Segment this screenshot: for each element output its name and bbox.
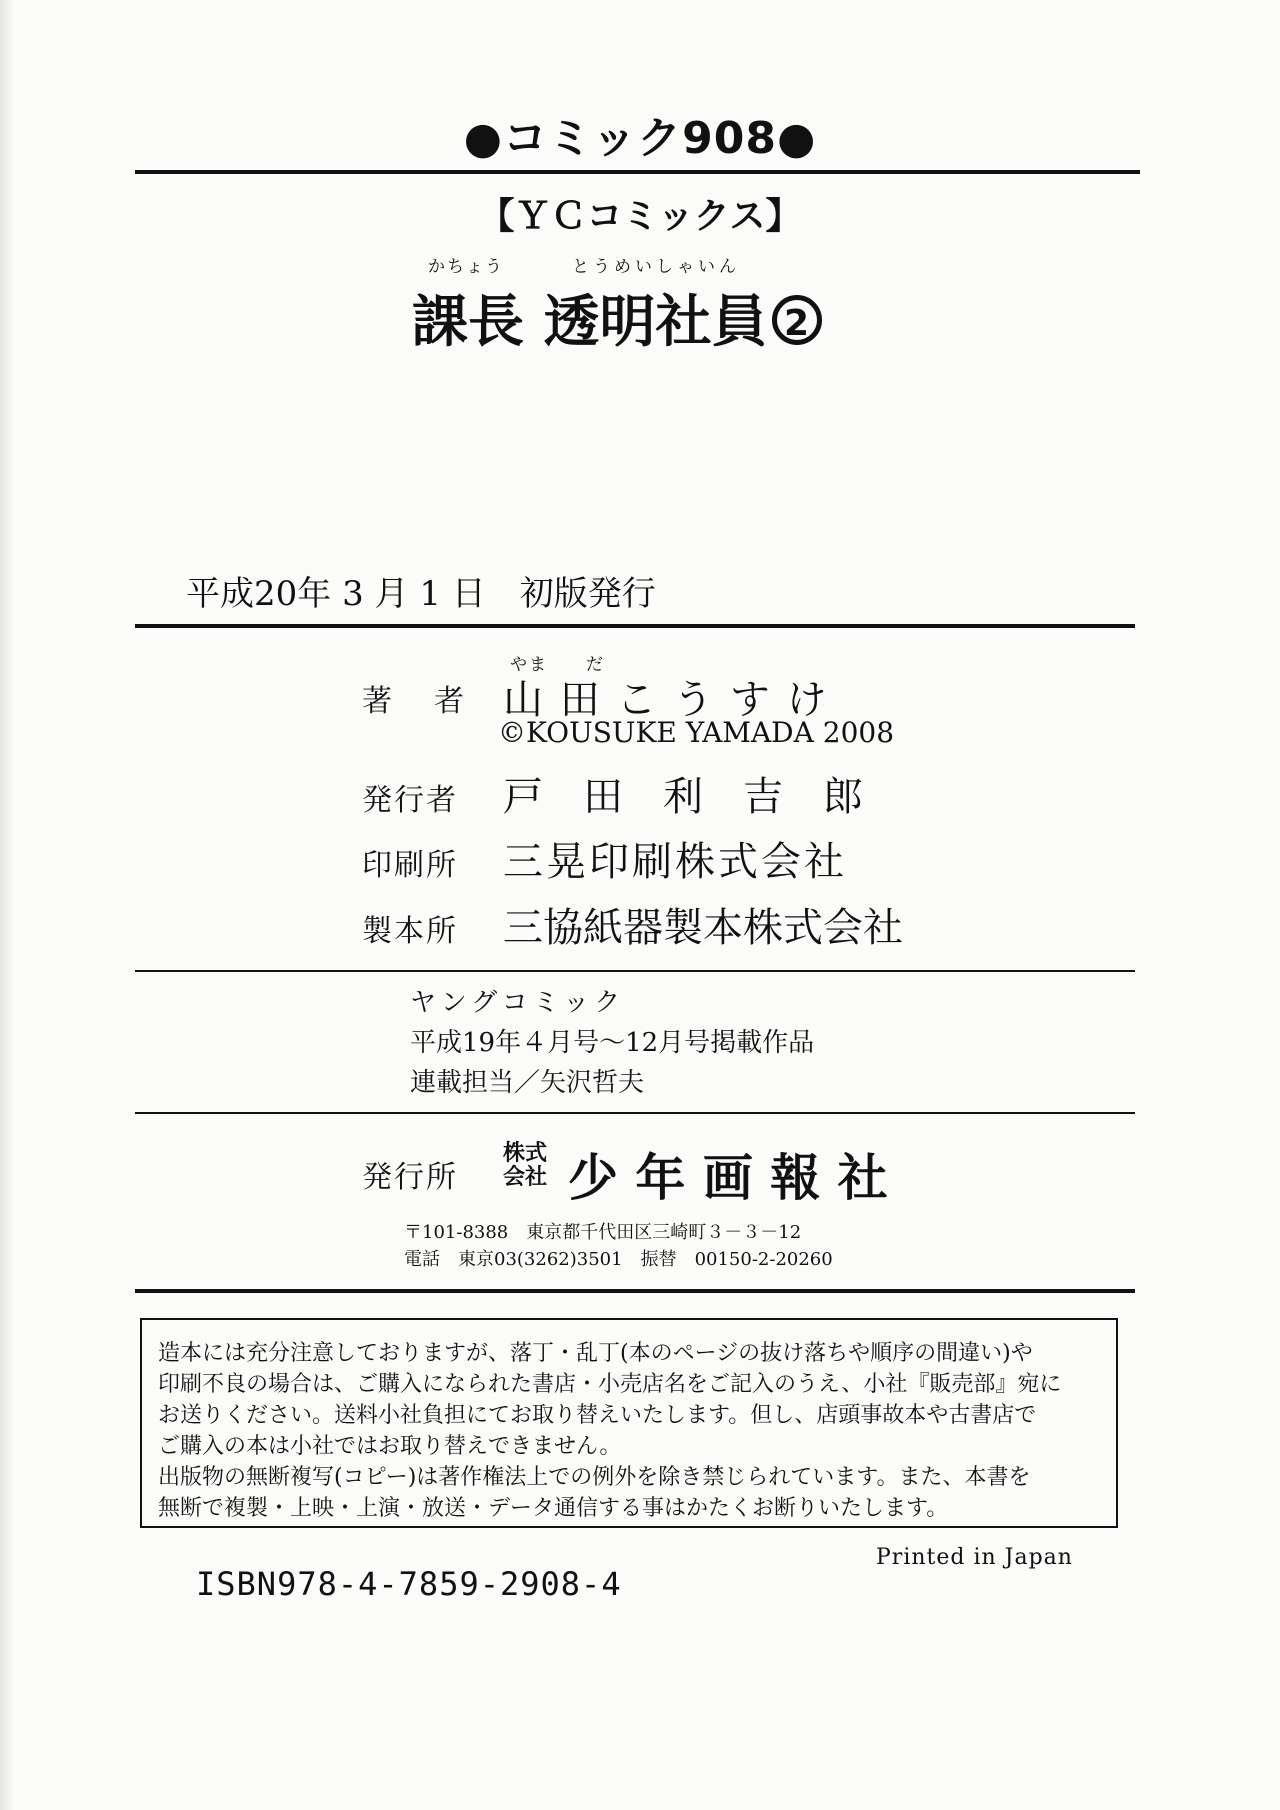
- divider-serialization: [135, 1112, 1135, 1114]
- divider-credits: [135, 970, 1135, 972]
- corporation-mark-bottom: 会社: [503, 1165, 548, 1190]
- corporation-mark: [503, 1142, 547, 1190]
- isbn: ISBN978-4-7859-2908-4: [196, 1565, 622, 1603]
- serialization-period: 平成19年４月号～12月号掲載作品: [410, 1028, 815, 1058]
- publisher-person: 戸 田 利 吉 郎: [503, 774, 863, 820]
- book-title-main: 課長 透明社員: [412, 290, 768, 355]
- divider-publisher: [135, 1289, 1135, 1293]
- printed-in-japan: Printed in Japan: [876, 1545, 1073, 1570]
- notice-line: 印刷不良の場合は、ご購入になられた書店・小売店名をご記入のうえ、小社『販売部』宛に: [158, 1372, 1062, 1397]
- author-name: 山 田 こ う す け: [503, 677, 829, 723]
- book-title: [412, 278, 822, 358]
- page-edge-shadow: [0, 0, 14, 1810]
- imprint-label: 【ＹＣコミックス】: [478, 196, 802, 237]
- notice-box: [140, 1318, 1118, 1528]
- volume-number: 2: [772, 295, 822, 345]
- divider-edition: [135, 624, 1135, 628]
- serialization-editor: 連載担当／矢沢哲夫: [410, 1068, 645, 1098]
- publisher-label: 発行所: [362, 1160, 458, 1195]
- binder-name: 三協紙器製本株式会社: [503, 905, 903, 951]
- printer-name: 三晃印刷株式会社: [503, 839, 847, 885]
- notice-line: 造本には充分注意しておりますが、落丁・乱丁(本のページの抜け落ちや順序の間違い)や: [158, 1341, 1033, 1366]
- binder-label: 製本所: [362, 914, 458, 949]
- publisher-phone: 電話 東京03(3262)3501 振替 00150-2-20260: [404, 1249, 833, 1270]
- author-ruby-yama: やま: [510, 655, 548, 675]
- author-ruby-da: だ: [586, 655, 605, 675]
- edition-date: 平成20年 3 月 1 日 初版発行: [186, 574, 656, 614]
- corporation-mark-top: 株式: [503, 1141, 548, 1166]
- notice-line: お送りください。送料小社負担にてお取り替えいたします。但し、店頭事故本や古書店で: [158, 1403, 1037, 1428]
- publisher-name: 少 年 画 報 社: [568, 1149, 888, 1207]
- publisher-person-label: 発行者: [362, 783, 458, 818]
- notice-line: 出版物の無断複写(コピー)は著作権法上での例外を除き禁じられています。また、本書を: [158, 1465, 1031, 1490]
- divider-top: [135, 170, 1140, 174]
- copyright-notice: ©KOUSUKE YAMADA 2008: [498, 716, 895, 749]
- printer-label: 印刷所: [362, 848, 458, 883]
- notice-line: 無断で複製・上映・上演・放送・データ通信する事はかたくお断りいたします。: [158, 1496, 949, 1521]
- author-label: 著 者: [362, 684, 470, 719]
- notice-line: ご購入の本は小社ではお取り替えできません。: [158, 1434, 622, 1459]
- publisher-address: 〒101-8388 東京都千代田区三崎町３－３－12: [404, 1222, 802, 1243]
- title-ruby-tomei: とうめいしゃいん: [572, 257, 740, 277]
- series-banner: ●コミック908●: [463, 113, 817, 164]
- serialization-magazine: ヤングコミック: [410, 988, 626, 1018]
- title-ruby-kacho: かちょう: [428, 257, 504, 277]
